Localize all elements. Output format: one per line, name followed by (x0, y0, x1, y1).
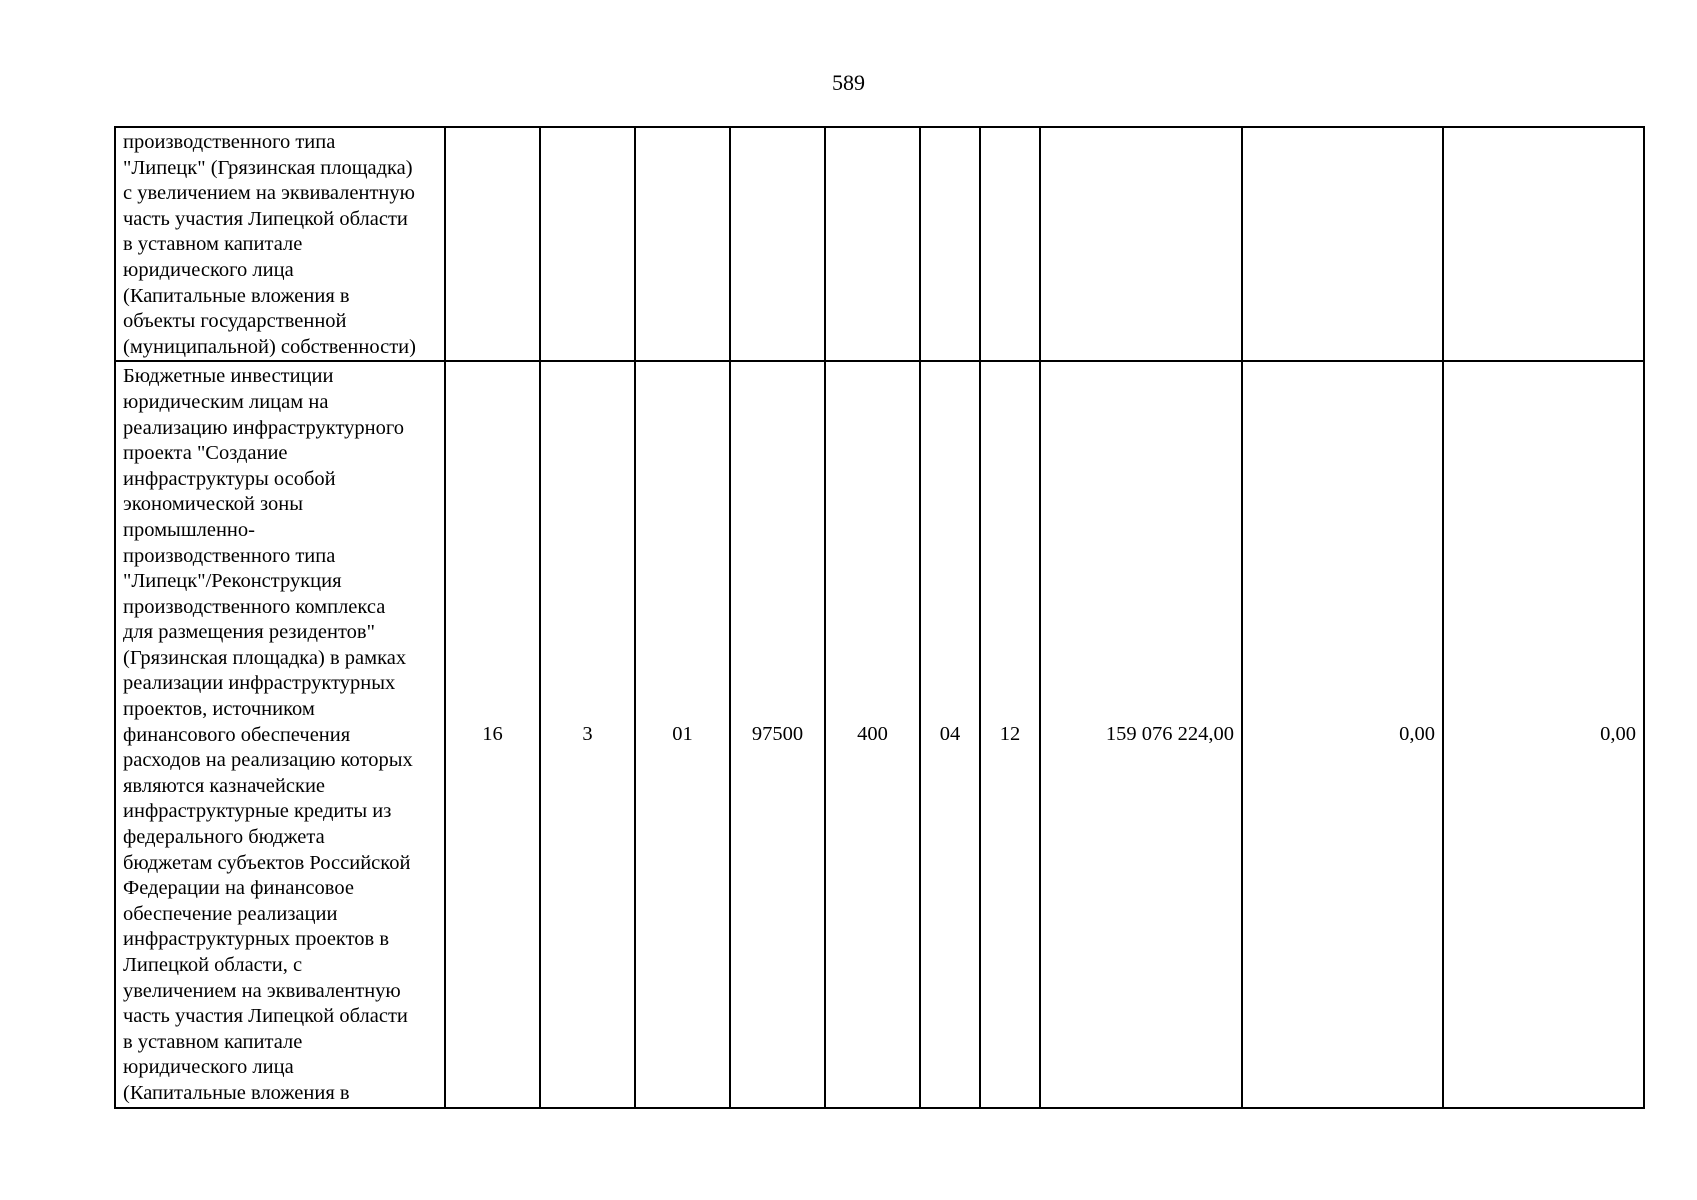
description-line: расходов на реализацию которых (123, 749, 413, 772)
description-line: проектов, источником (123, 698, 315, 721)
description-line: юридическим лицам на (123, 390, 329, 413)
amount2-cell (1242, 127, 1443, 361)
code-cell-c1: 16 (445, 361, 540, 1107)
description-line: являются казначейские (123, 774, 326, 797)
amount3-cell: 0,00 (1443, 361, 1644, 1107)
code-cell-c3 (635, 127, 730, 361)
description-line: объекты государственной (123, 310, 347, 333)
code-cell-c5: 400 (825, 361, 920, 1107)
description-line: экономической зоны (123, 493, 303, 516)
description-line: инфраструктурных проектов в (123, 928, 390, 951)
amount1-cell (1040, 127, 1242, 361)
description-line: Федерации на финансовое (123, 877, 354, 900)
code-cell-c6 (920, 127, 980, 361)
table-row (115, 361, 1644, 1107)
description-line: Липецкой области, с (123, 954, 303, 976)
description-line: "Липецк"/Реконструкция (123, 570, 342, 593)
code-cell-c2 (540, 127, 635, 361)
description-cell (115, 127, 445, 361)
code-cell-c1 (445, 127, 540, 361)
description-line: обеспечение реализации (123, 902, 338, 925)
code-cell-c4 (730, 127, 825, 361)
description-line: (Грязинская площадка) в рамках (123, 646, 407, 669)
code-cell-c3: 01 (635, 361, 730, 1107)
description-line: часть участия Липецкой области (123, 207, 408, 230)
description-line: (муниципальной) собственности) (123, 335, 416, 358)
description-line: реализации инфраструктурных (123, 672, 396, 695)
budget-table (114, 126, 1645, 1109)
description-line: Бюджетные инвестиции (123, 365, 334, 388)
description-line: производственного типа (123, 544, 336, 567)
description-line: инфраструктурные кредиты из (123, 800, 392, 823)
description-line: юридического лица (123, 258, 294, 281)
code-cell-c7: 12 (980, 361, 1040, 1107)
page-number: 589 (832, 70, 865, 95)
code-cell-c6: 04 (920, 361, 980, 1107)
amount1-cell: 159 076 224,00 (1040, 361, 1242, 1107)
description-line: с увеличением на эквивалентную (123, 182, 415, 205)
description-line: в уставном капитале (123, 1030, 303, 1053)
code-cell-c5 (825, 127, 920, 361)
description-line: проекта "Создание (123, 442, 288, 465)
description-cell (115, 361, 445, 1107)
description-line: увеличением на эквивалентную (123, 979, 401, 1002)
description-line: производственного комплекса (123, 595, 386, 618)
description-line: федерального бюджета (123, 826, 325, 849)
description-line: промышленно- (123, 518, 255, 541)
amount2-cell: 0,00 (1242, 361, 1443, 1107)
description-line: юридического лица (123, 1056, 294, 1079)
description-line: в уставном капитале (123, 233, 303, 256)
code-cell-c4: 97500 (730, 361, 825, 1107)
description-line: финансового обеспечения (123, 723, 351, 746)
description-line: (Капитальные вложения в (123, 1081, 350, 1104)
description-line: бюджетам субъектов Российской (123, 851, 411, 874)
description-line: (Капитальные вложения в (123, 284, 350, 307)
description-line: реализацию инфраструктурного (123, 416, 405, 439)
table-row (115, 127, 1644, 361)
code-cell-c2: 3 (540, 361, 635, 1107)
description-line: инфраструктуры особой (123, 467, 336, 490)
amount3-cell (1443, 127, 1644, 361)
code-cell-c7 (980, 127, 1040, 361)
description-line: часть участия Липецкой области (123, 1005, 408, 1028)
description-line: производственного типа (123, 131, 336, 153)
description-line: "Липецк" (Грязинская площадка) (123, 156, 413, 179)
description-line: для размещения резидентов" (123, 621, 375, 644)
